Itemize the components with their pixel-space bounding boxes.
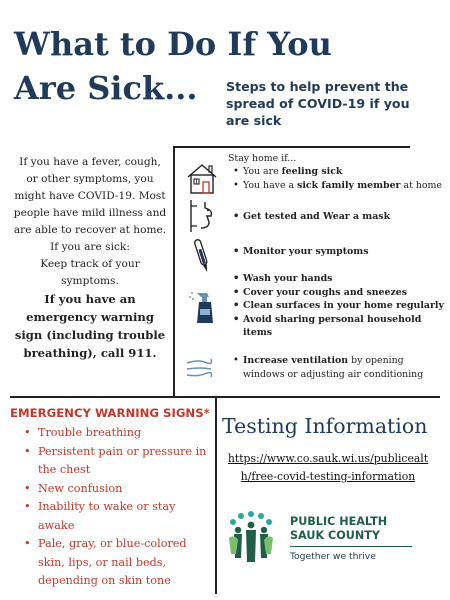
hygiene-list — [230, 272, 444, 340]
emergency-sign: • Trouble breathing — [22, 424, 210, 443]
testing-heading: Testing Information — [222, 414, 428, 438]
divider-middle — [10, 396, 440, 398]
ventilation-bold-text: Increase ventilation — [243, 355, 349, 366]
spray-bottle-icon — [182, 286, 222, 326]
testing-link[interactable] — [224, 450, 432, 486]
brand-tagline: Together we thrive — [290, 551, 376, 562]
brand-divider — [290, 546, 412, 547]
brand-name-line-2: SAUK COUNTY — [290, 529, 380, 542]
emergency-sign: • Inability to wake or stay awake — [22, 498, 210, 535]
stay-home-item-feeling-sick — [230, 165, 444, 179]
divider-vertical-lower — [215, 398, 217, 594]
hygiene-item: • Clean surfaces in your home regularly — [230, 299, 444, 313]
title-line-1: What to Do If You — [14, 25, 332, 63]
hygiene-item: • Wash your hands — [230, 272, 444, 286]
emergency-sign: • New confusion — [22, 480, 210, 499]
monitor-label: • Monitor your symptoms — [230, 245, 444, 259]
stay-home-item-family-member — [230, 179, 444, 193]
brand-name-line-1: PUBLIC HEALTH — [290, 515, 388, 528]
emergency-heading: EMERGENCY WARNING SIGNS* — [10, 406, 210, 420]
divider-top — [174, 146, 410, 148]
testing-link-line-2[interactable]: h/free-covid-testing-information — [240, 470, 416, 483]
page-subtitle: Steps to help prevent the spread of COVID-19 if you are sick — [226, 79, 410, 128]
item-text: You have a — [243, 179, 298, 191]
item-bold-text: feeling sick — [281, 166, 343, 177]
intro-text-block — [12, 154, 168, 362]
hygiene-item: • Avoid sharing personal household items — [230, 313, 444, 340]
house-icon — [182, 158, 222, 198]
ventilation-item — [230, 354, 444, 381]
ventilation-text: by opening windows or adjusting air conditioning — [243, 355, 424, 380]
stay-home-intro: Stay home if... — [228, 153, 297, 164]
get-tested-label: • Get tested and Wear a mask — [230, 210, 444, 224]
item-text: You are — [243, 166, 282, 177]
emergency-sign: • Pale, gray, or blue-colored skin, lips, or nail beds, depending on skin tone — [22, 535, 210, 591]
intro-paragraph: If you have a fever, cough, or other symptoms, you might have COVID-19. Most people have mild illness and are able to recover at home. If you are sick: — [13, 156, 167, 253]
item-text-end: at home — [400, 179, 442, 191]
testing-link-line-1[interactable]: https://www.co.sauk.wi.us/publicealt — [227, 452, 429, 465]
brand-name — [290, 515, 387, 543]
divider-vertical-upper — [173, 146, 175, 396]
thermometer-icon — [182, 236, 222, 276]
intro-keep-track: Keep track of your symptoms. — [40, 258, 140, 287]
emergency-sign: • Persistent pain or pressure in the chest — [22, 443, 210, 480]
emergency-signs-list — [22, 424, 210, 591]
item-bold-text: sick family member — [297, 179, 401, 191]
hygiene-item: • Cover your coughs and sneezes — [230, 286, 444, 300]
title-line-2: Are Sick... — [14, 69, 198, 107]
air-flow-icon — [182, 348, 222, 388]
face-mask-icon — [182, 196, 222, 236]
intro-warning: If you have an emergency warning sign (including trouble breathing), call 911. — [14, 292, 166, 360]
people-group-logo-icon — [226, 510, 276, 564]
